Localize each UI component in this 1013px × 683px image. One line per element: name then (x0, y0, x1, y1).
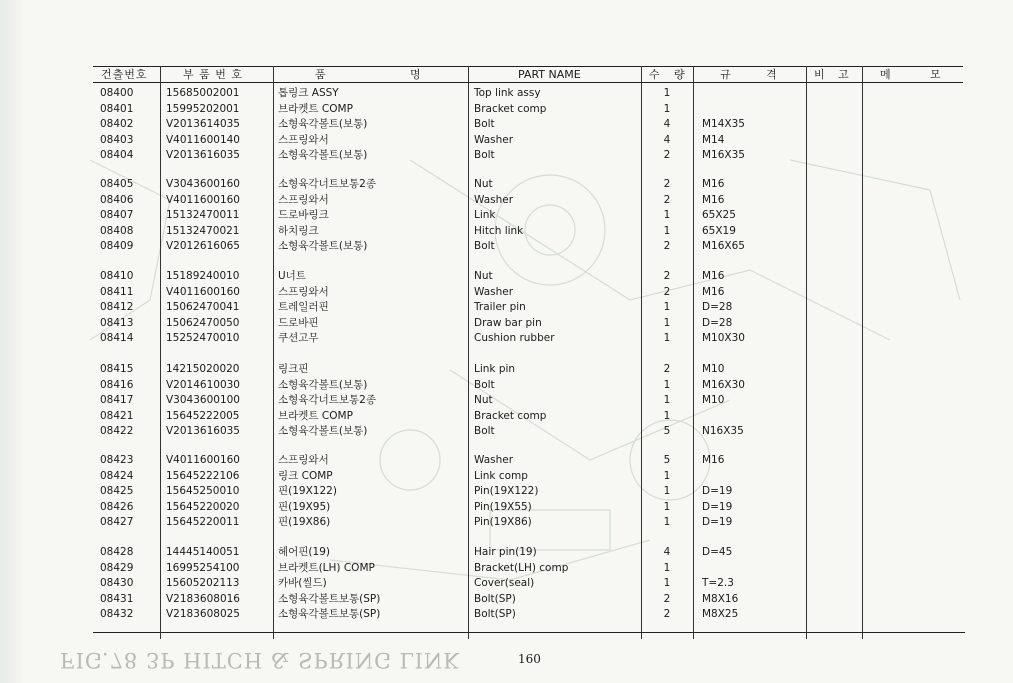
part-quantity: 2 (663, 193, 671, 206)
part-code: 08432 (100, 608, 134, 620)
part-name-english: Pin(19X86) (474, 516, 532, 528)
part-name-english: Washer (474, 285, 514, 298)
part-spec: M10 (702, 394, 725, 406)
part-name-english: Bolt (474, 378, 495, 391)
part-code: 08424 (100, 469, 134, 482)
part-code: 08412 (100, 301, 134, 313)
part-code: 08411 (100, 285, 134, 298)
part-name-english: Trailer pin (474, 301, 526, 313)
part-quantity: 4 (663, 546, 671, 558)
part-number: 15645222005 (166, 409, 240, 422)
table-row (0, 607, 1013, 622)
col-header-part-name: PART NAME (518, 68, 581, 81)
part-name-korean: 브라켓트(LH) COMP (278, 561, 375, 574)
col-header-name-kr-2: 명 (410, 68, 422, 81)
part-number: 15189240010 (166, 270, 240, 282)
part-quantity: 2 (663, 608, 671, 620)
part-code: 08406 (100, 193, 134, 206)
table-row (0, 133, 1013, 148)
part-name-korean: 소형육각너트보통2종 (278, 394, 376, 406)
part-name-korean: 드로바링크 (278, 209, 329, 221)
part-name-english: Washer (474, 193, 514, 206)
table-row (0, 269, 1013, 284)
part-name-korean: 트레일러핀 (278, 301, 329, 313)
table-row (0, 545, 1013, 560)
part-number: 15062470041 (166, 301, 240, 313)
part-spec: M16 (702, 285, 725, 298)
part-name-korean: 브라켓트 COMP (278, 102, 353, 115)
part-number: 16995254100 (166, 561, 240, 574)
part-spec: N16X35 (702, 425, 744, 437)
part-name-korean: 헤어핀(19) (278, 546, 330, 558)
part-quantity: 1 (663, 500, 671, 513)
part-code: 08423 (100, 454, 134, 466)
part-name-korean: 스프링와서 (278, 454, 329, 466)
part-code: 08407 (100, 209, 134, 221)
part-code: 08410 (100, 270, 134, 282)
table-row (0, 239, 1013, 254)
part-quantity: 2 (663, 363, 671, 375)
part-name-english: Bracket comp (474, 102, 547, 115)
table-row (0, 500, 1013, 515)
part-number: 15132470011 (166, 209, 240, 221)
part-spec: M10X30 (702, 332, 745, 344)
part-name-korean: 소형육각볼트보통(SP) (278, 592, 381, 605)
part-name-korean: 톱링크 ASSY (278, 87, 339, 99)
part-name-korean: 소형육각볼트(보통) (278, 240, 368, 252)
part-code: 08426 (100, 500, 134, 513)
part-code: 08429 (100, 561, 134, 574)
part-spec: M16 (702, 193, 725, 206)
table-row (0, 576, 1013, 591)
part-number: V2012616065 (166, 240, 240, 252)
table-row (0, 285, 1013, 300)
part-quantity: 1 (663, 577, 671, 589)
part-name-korean: 카바(씰드) (278, 577, 327, 589)
part-spec: T=2.3 (702, 577, 734, 589)
part-name-english: Pin(19X55) (474, 500, 532, 513)
table-row (0, 592, 1013, 607)
col-header-remark-2: 고 (838, 68, 850, 81)
part-number: V2014610030 (166, 378, 240, 391)
part-spec: D=19 (702, 485, 733, 497)
part-number: 14445140051 (166, 546, 240, 558)
part-number: V2183608025 (166, 608, 240, 620)
part-spec: M16 (702, 270, 725, 282)
col-header-memo-2: 모 (930, 68, 942, 81)
part-name-english: Draw bar pin (474, 316, 542, 329)
part-name-korean: 소형육각볼트(보통) (278, 118, 368, 130)
part-name-english: Top link assy (474, 87, 541, 99)
col-header-spec-1: 규 (720, 68, 732, 81)
part-quantity: 1 (663, 469, 671, 482)
table-row (0, 102, 1013, 117)
part-name-english: Bolt(SP) (474, 592, 516, 605)
col-header-name-kr-1: 품 (315, 68, 327, 81)
part-name-korean: 스프링와서 (278, 133, 329, 146)
part-name-english: Bracket(LH) comp (474, 561, 569, 574)
part-number: 15645250010 (166, 485, 240, 497)
part-number: V4011600160 (166, 193, 240, 206)
table-row (0, 424, 1013, 439)
table-row (0, 117, 1013, 132)
part-number: V3043600160 (166, 178, 240, 190)
part-spec: M16 (702, 454, 725, 466)
part-name-korean: 스프링와서 (278, 193, 329, 206)
part-number: V2013616035 (166, 149, 240, 161)
part-name-english: Bolt(SP) (474, 608, 516, 620)
part-code: 08400 (100, 87, 134, 99)
part-name-korean: 소형육각볼트(보통) (278, 425, 368, 437)
part-quantity: 2 (663, 285, 671, 298)
part-spec: 65X19 (702, 224, 736, 237)
part-code: 08403 (100, 133, 134, 146)
table-row (0, 316, 1013, 331)
part-code: 08408 (100, 224, 134, 237)
part-quantity: 2 (663, 270, 671, 282)
part-quantity: 1 (663, 561, 671, 574)
part-name-english: Bolt (474, 240, 495, 252)
bleed-through-caption: FIG.78 3P HITCH & SPRING LINK (60, 648, 460, 672)
part-name-english: Hitch link (474, 224, 524, 237)
part-spec: D=28 (702, 316, 733, 329)
part-spec: M16 (702, 178, 725, 190)
part-name-korean: 하치링크 (278, 224, 319, 237)
table-row (0, 193, 1013, 208)
table-row (0, 484, 1013, 499)
part-code: 08405 (100, 178, 134, 190)
part-quantity: 4 (663, 118, 671, 130)
part-name-korean: 드로바핀 (278, 316, 319, 329)
part-quantity: 1 (663, 485, 671, 497)
part-spec: M16X30 (702, 378, 745, 391)
part-name-korean: 소형육각볼트(보통) (278, 149, 368, 161)
part-quantity: 1 (663, 209, 671, 221)
part-number: 15645222106 (166, 469, 240, 482)
part-quantity: 2 (663, 178, 671, 190)
part-spec: D=28 (702, 301, 733, 313)
part-code: 08401 (100, 102, 134, 115)
part-quantity: 1 (663, 301, 671, 313)
part-quantity: 2 (663, 149, 671, 161)
table-row (0, 453, 1013, 468)
part-number: 15605202113 (166, 577, 240, 589)
part-quantity: 1 (663, 224, 671, 237)
part-quantity: 1 (663, 316, 671, 329)
table-row (0, 378, 1013, 393)
part-code: 08414 (100, 332, 134, 344)
table-row (0, 362, 1013, 377)
part-spec: D=19 (702, 500, 733, 513)
part-code: 08422 (100, 425, 134, 437)
table-row (0, 300, 1013, 315)
part-name-english: Washer (474, 133, 514, 146)
part-number: V4011600140 (166, 133, 240, 146)
col-header-spec-2: 격 (766, 68, 778, 81)
part-name-english: Cover(seal) (474, 577, 535, 589)
part-spec: M8X16 (702, 592, 739, 605)
part-quantity: 1 (663, 332, 671, 344)
part-name-korean: 핀(19X86) (278, 516, 331, 528)
part-name-korean: 소형육각볼트(보통) (278, 378, 368, 391)
part-quantity: 2 (663, 240, 671, 252)
part-quantity: 1 (663, 394, 671, 406)
col-header-code: 건출번호 (101, 68, 148, 81)
table-bottom-rule (93, 632, 965, 633)
part-code: 08421 (100, 409, 134, 422)
part-name-korean: 소형육각볼트보통(SP) (278, 608, 381, 620)
part-code: 08431 (100, 592, 134, 605)
col-header-qty-1: 수 (649, 68, 661, 81)
part-quantity: 5 (663, 425, 671, 437)
part-spec: M10 (702, 363, 725, 375)
part-name-korean: 소형육각너트보통2종 (278, 178, 376, 190)
table-row (0, 86, 1013, 101)
part-code: 08428 (100, 546, 134, 558)
col-header-part-no: 부 품 번 호 (183, 68, 243, 81)
part-code: 08413 (100, 316, 134, 329)
part-spec: 65X25 (702, 209, 736, 221)
part-number: 15685002001 (166, 87, 240, 99)
part-code: 08415 (100, 363, 134, 375)
part-number: V3043600100 (166, 394, 240, 406)
part-name-english: Nut (474, 394, 493, 406)
part-spec: M14 (702, 133, 725, 146)
part-name-english: Bolt (474, 425, 495, 437)
part-name-english: Nut (474, 270, 493, 282)
part-spec: D=45 (702, 546, 733, 558)
part-number: 14215020020 (166, 363, 240, 375)
part-number: 15645220011 (166, 516, 240, 528)
part-quantity: 4 (663, 133, 671, 146)
part-quantity: 1 (663, 516, 671, 528)
part-name-korean: 핀(19X122) (278, 485, 337, 497)
part-number: V2013614035 (166, 118, 240, 130)
part-quantity: 5 (663, 454, 671, 466)
table-row (0, 469, 1013, 484)
part-name-english: Pin(19X122) (474, 485, 539, 497)
part-name-english: Link comp (474, 469, 528, 482)
part-name-korean: 핀(19X95) (278, 500, 331, 513)
part-quantity: 2 (663, 592, 671, 605)
table-row (0, 393, 1013, 408)
part-name-korean: U너트 (278, 270, 306, 282)
part-code: 08404 (100, 149, 134, 161)
col-header-remark-1: 비 (814, 68, 826, 81)
part-code: 08409 (100, 240, 134, 252)
part-name-korean: 브라켓트 COMP (278, 409, 353, 422)
table-row (0, 224, 1013, 239)
part-name-english: Washer (474, 454, 514, 466)
part-code: 08417 (100, 394, 134, 406)
part-code: 08425 (100, 485, 134, 497)
part-spec: M14X35 (702, 118, 745, 130)
part-quantity: 1 (663, 102, 671, 115)
part-name-english: Link pin (474, 363, 516, 375)
table-row (0, 148, 1013, 163)
part-quantity: 1 (663, 378, 671, 391)
part-number: 15062470050 (166, 316, 240, 329)
part-name-english: Nut (474, 178, 493, 190)
part-code: 08430 (100, 577, 134, 589)
col-header-memo-1: 메 (880, 68, 892, 81)
part-name-english: Cushion rubber (474, 332, 555, 344)
part-number: 15252470010 (166, 332, 240, 344)
part-number: V4011600160 (166, 285, 240, 298)
part-number: 15995202001 (166, 102, 240, 115)
page-number: 160 (518, 652, 541, 666)
table-row (0, 177, 1013, 192)
part-spec: M16X35 (702, 149, 745, 161)
part-spec: D=19 (702, 516, 733, 528)
table-row (0, 409, 1013, 424)
table-row (0, 515, 1013, 530)
table-row (0, 331, 1013, 346)
part-number: 15645220020 (166, 500, 240, 513)
part-number: 15132470021 (166, 224, 240, 237)
part-quantity: 1 (663, 409, 671, 422)
part-name-english: Bolt (474, 118, 495, 130)
part-name-korean: 링크 COMP (278, 469, 333, 482)
col-header-qty-2: 량 (674, 68, 686, 81)
part-name-english: Link (474, 209, 496, 221)
part-number: V2183608016 (166, 592, 240, 605)
part-name-korean: 스프링와서 (278, 285, 329, 298)
part-code: 08427 (100, 516, 134, 528)
part-name-korean: 링크핀 (278, 363, 309, 375)
part-spec: M8X25 (702, 608, 739, 620)
table-row (0, 208, 1013, 223)
part-number: V4011600160 (166, 454, 240, 466)
part-code: 08416 (100, 378, 134, 391)
part-name-english: Bracket comp (474, 409, 547, 422)
part-code: 08402 (100, 118, 134, 130)
part-quantity: 1 (663, 87, 671, 99)
part-name-english: Bolt (474, 149, 495, 161)
part-number: V2013616035 (166, 425, 240, 437)
part-name-english: Hair pin(19) (474, 546, 537, 558)
part-spec: M16X65 (702, 240, 745, 252)
part-name-korean: 쿠션고무 (278, 332, 319, 344)
table-row (0, 561, 1013, 576)
